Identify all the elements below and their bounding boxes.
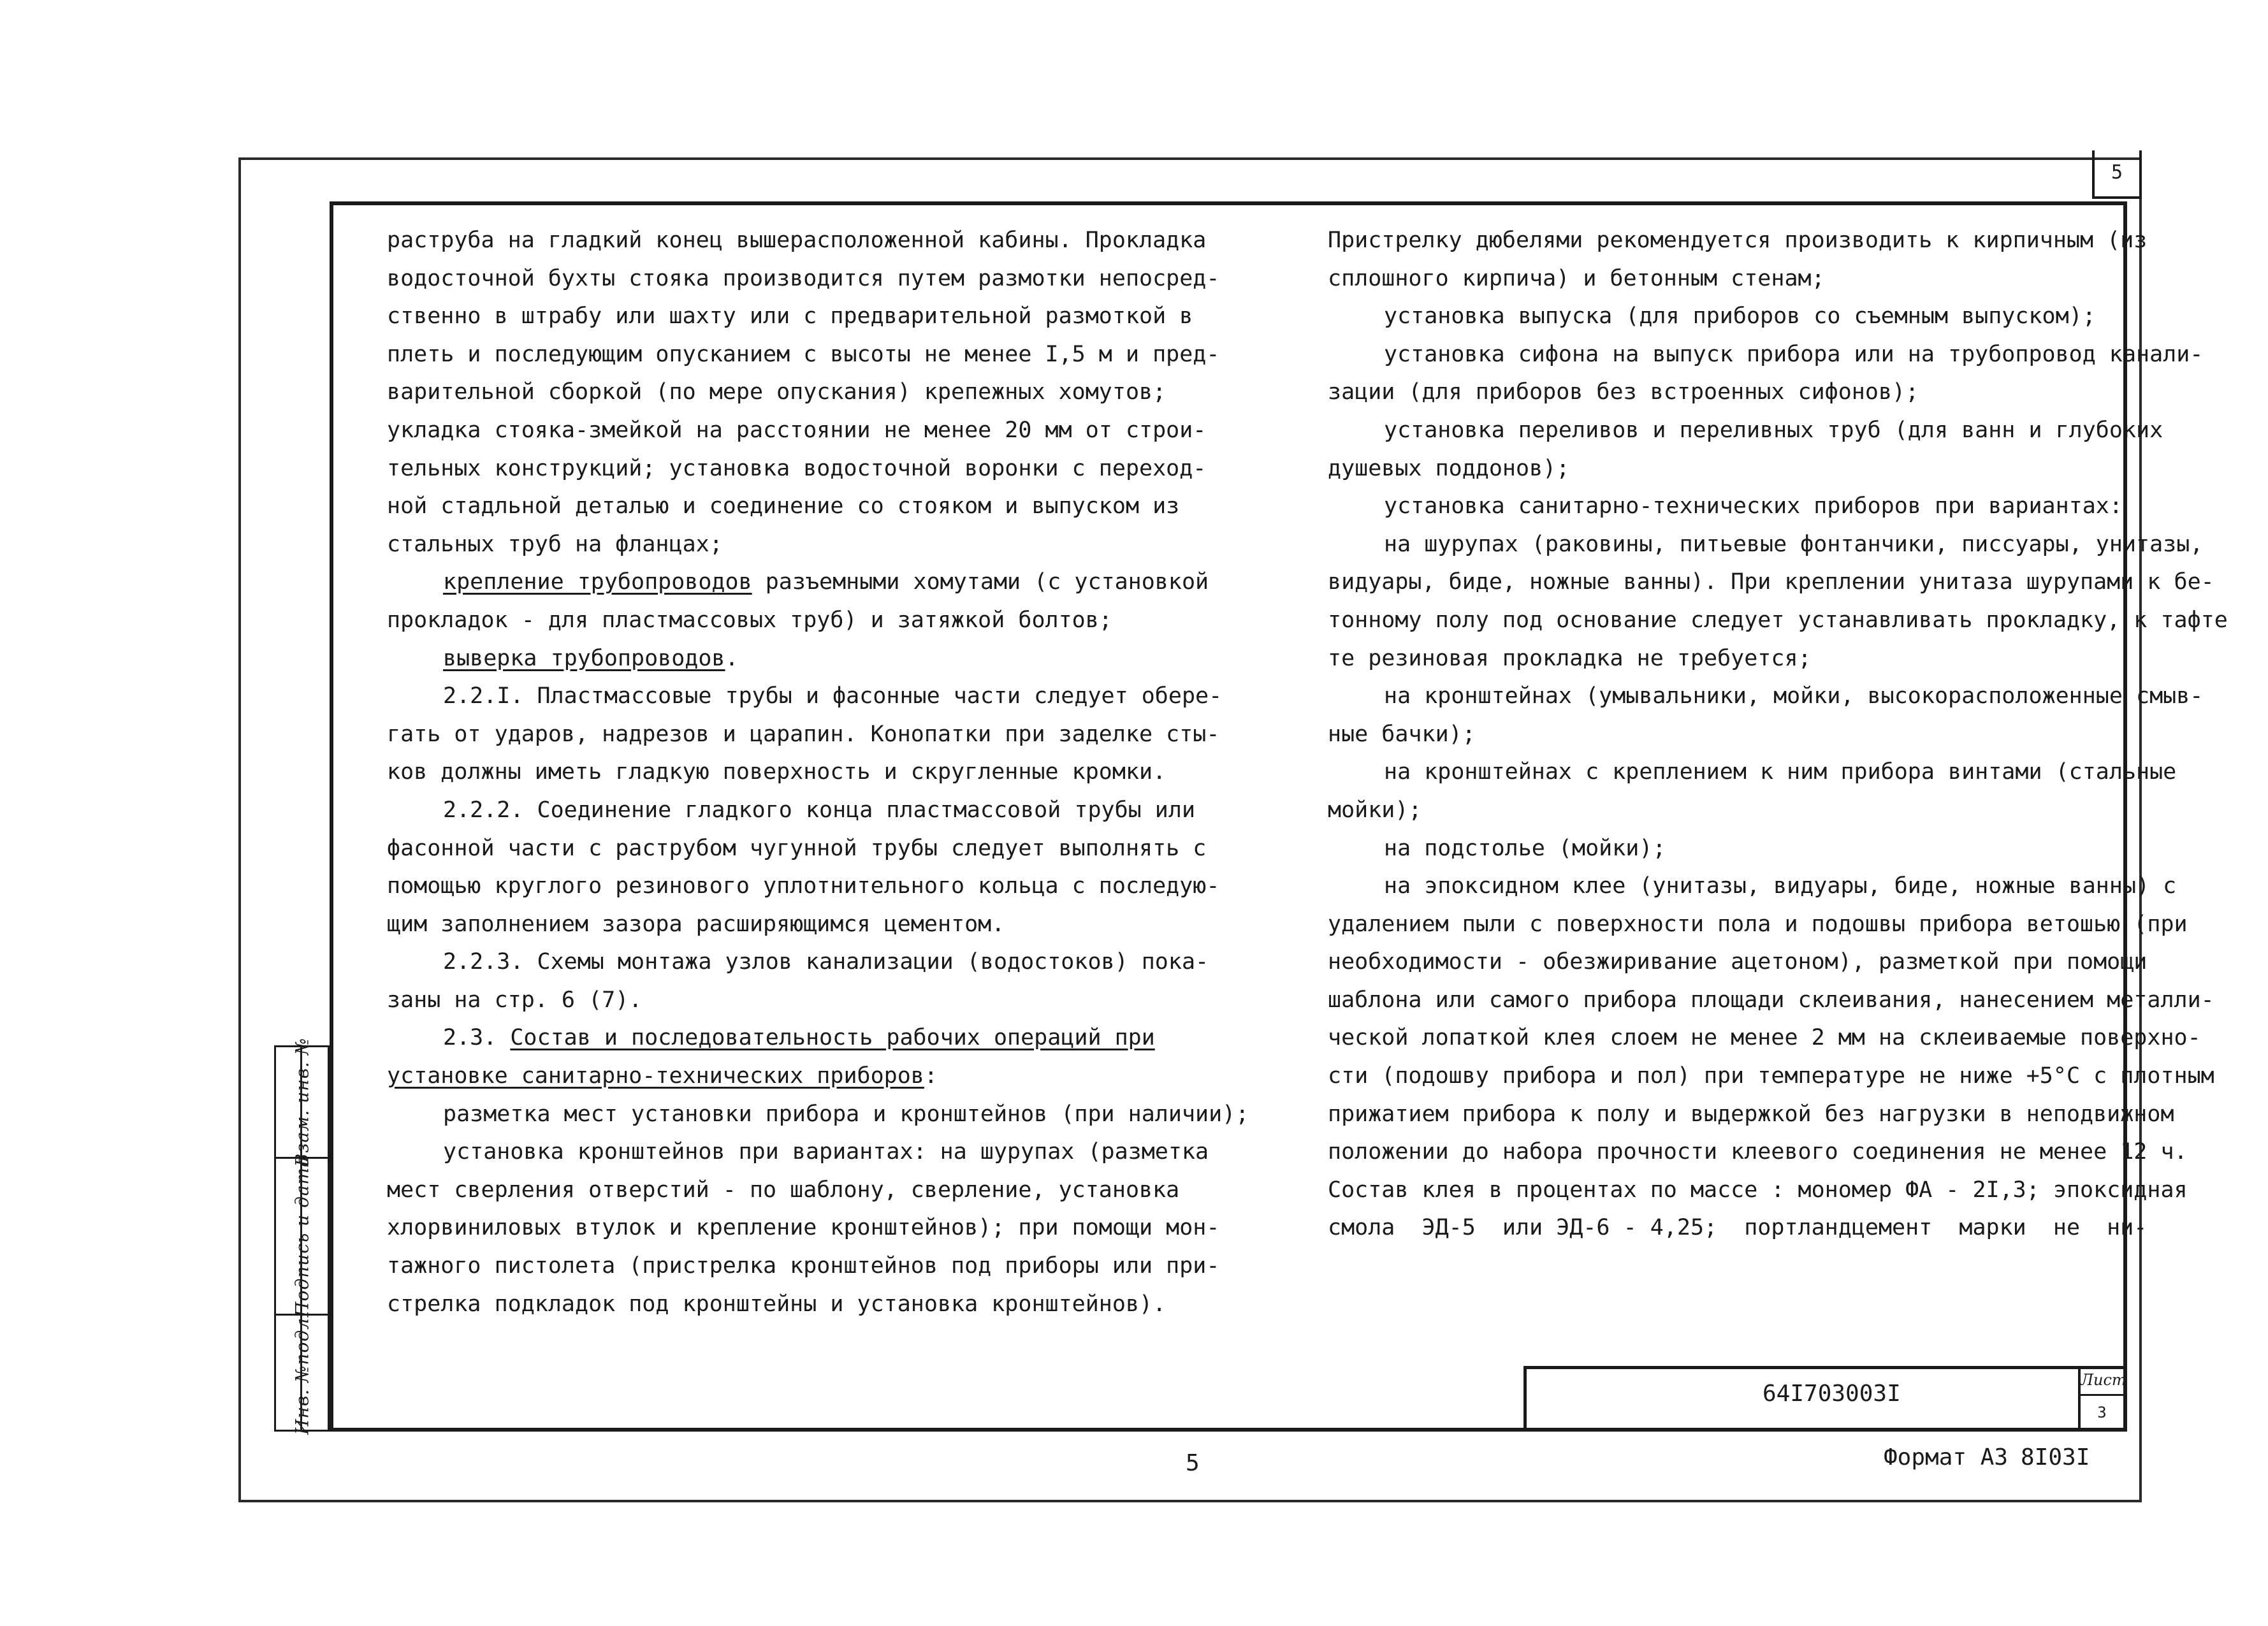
text-line: заны на стр. 6 (7). — [387, 987, 643, 1013]
text-line: душевых поддонов); — [1328, 455, 1570, 481]
text-line — [387, 640, 1152, 678]
text-line: прижатием прибора к полу и выдержкой без нагрузки в неподвижном — [1328, 1101, 2174, 1127]
side-stamp-label: Взам. инв. № — [291, 1037, 312, 1167]
format-code: 8I03I — [2021, 1444, 2090, 1470]
underlined-heading: крепление трубопроводов — [443, 569, 752, 595]
side-stamp-label: Инв. №подл. — [291, 1310, 312, 1435]
text-segment: . — [725, 645, 739, 671]
text-segment: : — [924, 1063, 938, 1089]
document-code: 64I703003I — [1763, 1381, 1901, 1407]
text-line — [387, 563, 1209, 602]
text-line: 2.2.3. Схемы монтажа узлов канализации (водостоков) пока- — [443, 949, 1209, 975]
text-line: варительной сборкой (по мере опускания) крепежных хомутов; — [387, 379, 1167, 405]
text-line: на эпоксидном клее (унитазы, видуары, биде, ножные ванны) с — [1384, 873, 2177, 899]
text-line: установка сифона на выпуск прибора или на трубопровод канали- — [1384, 341, 2204, 367]
text-line: помощью круглого резинового уплотнительного кольца с последую- — [387, 873, 1220, 899]
text-line: шаблона или самого прибора площади склеивания, нанесением металли- — [1328, 987, 2214, 1013]
text-line: гать от ударов, надрезов и царапин. Конопатки при заделке сты- — [387, 721, 1220, 747]
text-line: на шурупах (раковины, питьевые фонтанчики, писсуары, унитазы, — [1384, 531, 2204, 557]
text-segment: 2.3. — [443, 1025, 511, 1051]
text-line: раструба на гладкий конец вышерасположенной кабины. Прокладка — [387, 228, 1207, 253]
text-line: укладка стояка-змейкой на расстоянии не менее 20 мм от строи- — [387, 417, 1207, 443]
text-line: тельных конструкций; установка водосточной воронки с переход- — [387, 455, 1207, 481]
text-line: мест сверления отверстий - по шаблону, сверление, установка — [387, 1177, 1180, 1203]
underlined-heading: выверка трубопроводов — [443, 645, 725, 671]
text-line — [387, 1019, 1155, 1057]
text-line: на кронштейнах с креплением к ним прибора винтами (стальные — [1384, 759, 2177, 785]
page-number: 5 — [1186, 1450, 1200, 1476]
text-line: разметка мест установки прибора и кронштейнов (при наличии); — [443, 1101, 1249, 1127]
text-line: видуары, биде, ножные ванны). При креплении унитаза шурупами к бе- — [1328, 569, 2214, 595]
text-line: прокладок - для пластмассовых труб) и затяжкой болтов; — [387, 607, 1112, 633]
text-line: установка выпуска (для приборов со съемным выпуском); — [1384, 303, 2096, 330]
sheet-label: Лист — [2081, 1366, 2123, 1396]
text-line: щим заполнением зазора расширяющимся цементом. — [387, 911, 1005, 937]
text-line — [387, 1057, 1152, 1096]
text-line: плеть и последующим опусканием с высоты не менее I,5 м и пред- — [387, 341, 1220, 367]
sheet-box — [2078, 1366, 2126, 1432]
text-line: на подстолье (мойки); — [1384, 835, 1666, 861]
text-line: хлорвиниловых втулок и крепление кронштейнов); при помощи мон- — [387, 1215, 1220, 1241]
text-line: тонному полу под основание следует устанавливать прокладку, к тафте — [1328, 607, 2228, 633]
text-line: ной стадльной деталью и соединение со стояком и выпуском из — [387, 493, 1180, 519]
text-line: стрелка подкладок под кронштейны и установка кронштейнов). — [387, 1291, 1167, 1317]
text-line: ные бачки); — [1328, 721, 1476, 747]
text-segment: разъемными хомутами (с установкой — [752, 569, 1209, 595]
text-line: стальных труб на фланцах; — [387, 531, 723, 557]
text-line: ческой лопаткой клея слоем не менее 2 мм на склеиваемые поверхно- — [1328, 1025, 2201, 1051]
text-line: зации (для приборов без встроенных сифонов); — [1328, 379, 1919, 405]
text-line: Пристрелку дюбелями рекомендуется производить к кирпичным (из — [1328, 228, 2148, 253]
text-line: установка кронштейнов при вариантах: на шурупах (разметка — [443, 1139, 1209, 1165]
text-line: удалением пыли с поверхности пола и подошвы прибора ветошью (при — [1328, 911, 2188, 937]
text-line: установка переливов и переливных труб (для ванн и глубоких — [1384, 417, 2163, 443]
text-line: сти (подошву прибора и пол) при температуре не ниже +5°С с плотным — [1328, 1063, 2214, 1089]
text-line: необходимости - обезжиривание ацетоном), разметкой при помощи — [1328, 949, 2148, 975]
side-stamp — [274, 1037, 330, 1435]
text-line: положении до набора прочности клеевого соединения не менее 12 ч. — [1328, 1139, 2188, 1165]
side-stamp-label: Подпись и дата — [291, 1155, 312, 1317]
text-line: тажного пистолета (пристрелка кронштейнов под приборы или при- — [387, 1253, 1220, 1279]
underlined-heading: Состав и последовательность рабочих операций при — [510, 1025, 1155, 1051]
side-stamp-cell — [276, 1310, 328, 1435]
text-line: установка санитарно-технических приборов при вариантах: — [1384, 493, 2123, 519]
text-line: водосточной бухты стояка производится путем размотки непосред- — [387, 265, 1220, 291]
side-stamp-cell — [276, 1155, 328, 1317]
text-line: на кронштейнах (умывальники, мойки, высокорасположенные смыв- — [1384, 683, 2204, 709]
side-stamp-cell — [276, 1037, 328, 1167]
underlined-heading: установке санитарно-технических приборов — [387, 1063, 924, 1089]
left-text-column — [387, 222, 1249, 1323]
text-line: сплошного кирпича) и бетонным стенам; — [1328, 265, 1825, 291]
text-line: 2.2.2. Соединение гладкого конца пластмассовой трубы или — [443, 797, 1196, 823]
format-label: Формат А3 — [1884, 1444, 2009, 1470]
text-line: ственно в штрабу или шахту или с предварительной размоткой в — [387, 303, 1193, 330]
text-line: те резиновая прокладка не требуется; — [1328, 645, 1812, 671]
text-line: Состав клея в процентах по массе : мономер ФА - 2I,3; эпоксидная — [1328, 1177, 2188, 1203]
sheet-number: 3 — [2097, 1404, 2107, 1421]
text-line: смола ЭД-5 или ЭД-6 - 4,25; портландцемент марки не ни- — [1328, 1215, 2148, 1241]
text-line: ков должны иметь гладкую поверхность и скругленные кромки. — [387, 759, 1167, 785]
right-text-column — [1328, 222, 2228, 1247]
corner-page-number: 5 — [2092, 150, 2142, 199]
text-line: фасонной части с раструбом чугунной трубы следует выполнять с — [387, 835, 1207, 861]
text-line: 2.2.I. Пластмассовые трубы и фасонные части следует обере- — [443, 683, 1223, 709]
text-line: мойки); — [1328, 797, 1422, 823]
